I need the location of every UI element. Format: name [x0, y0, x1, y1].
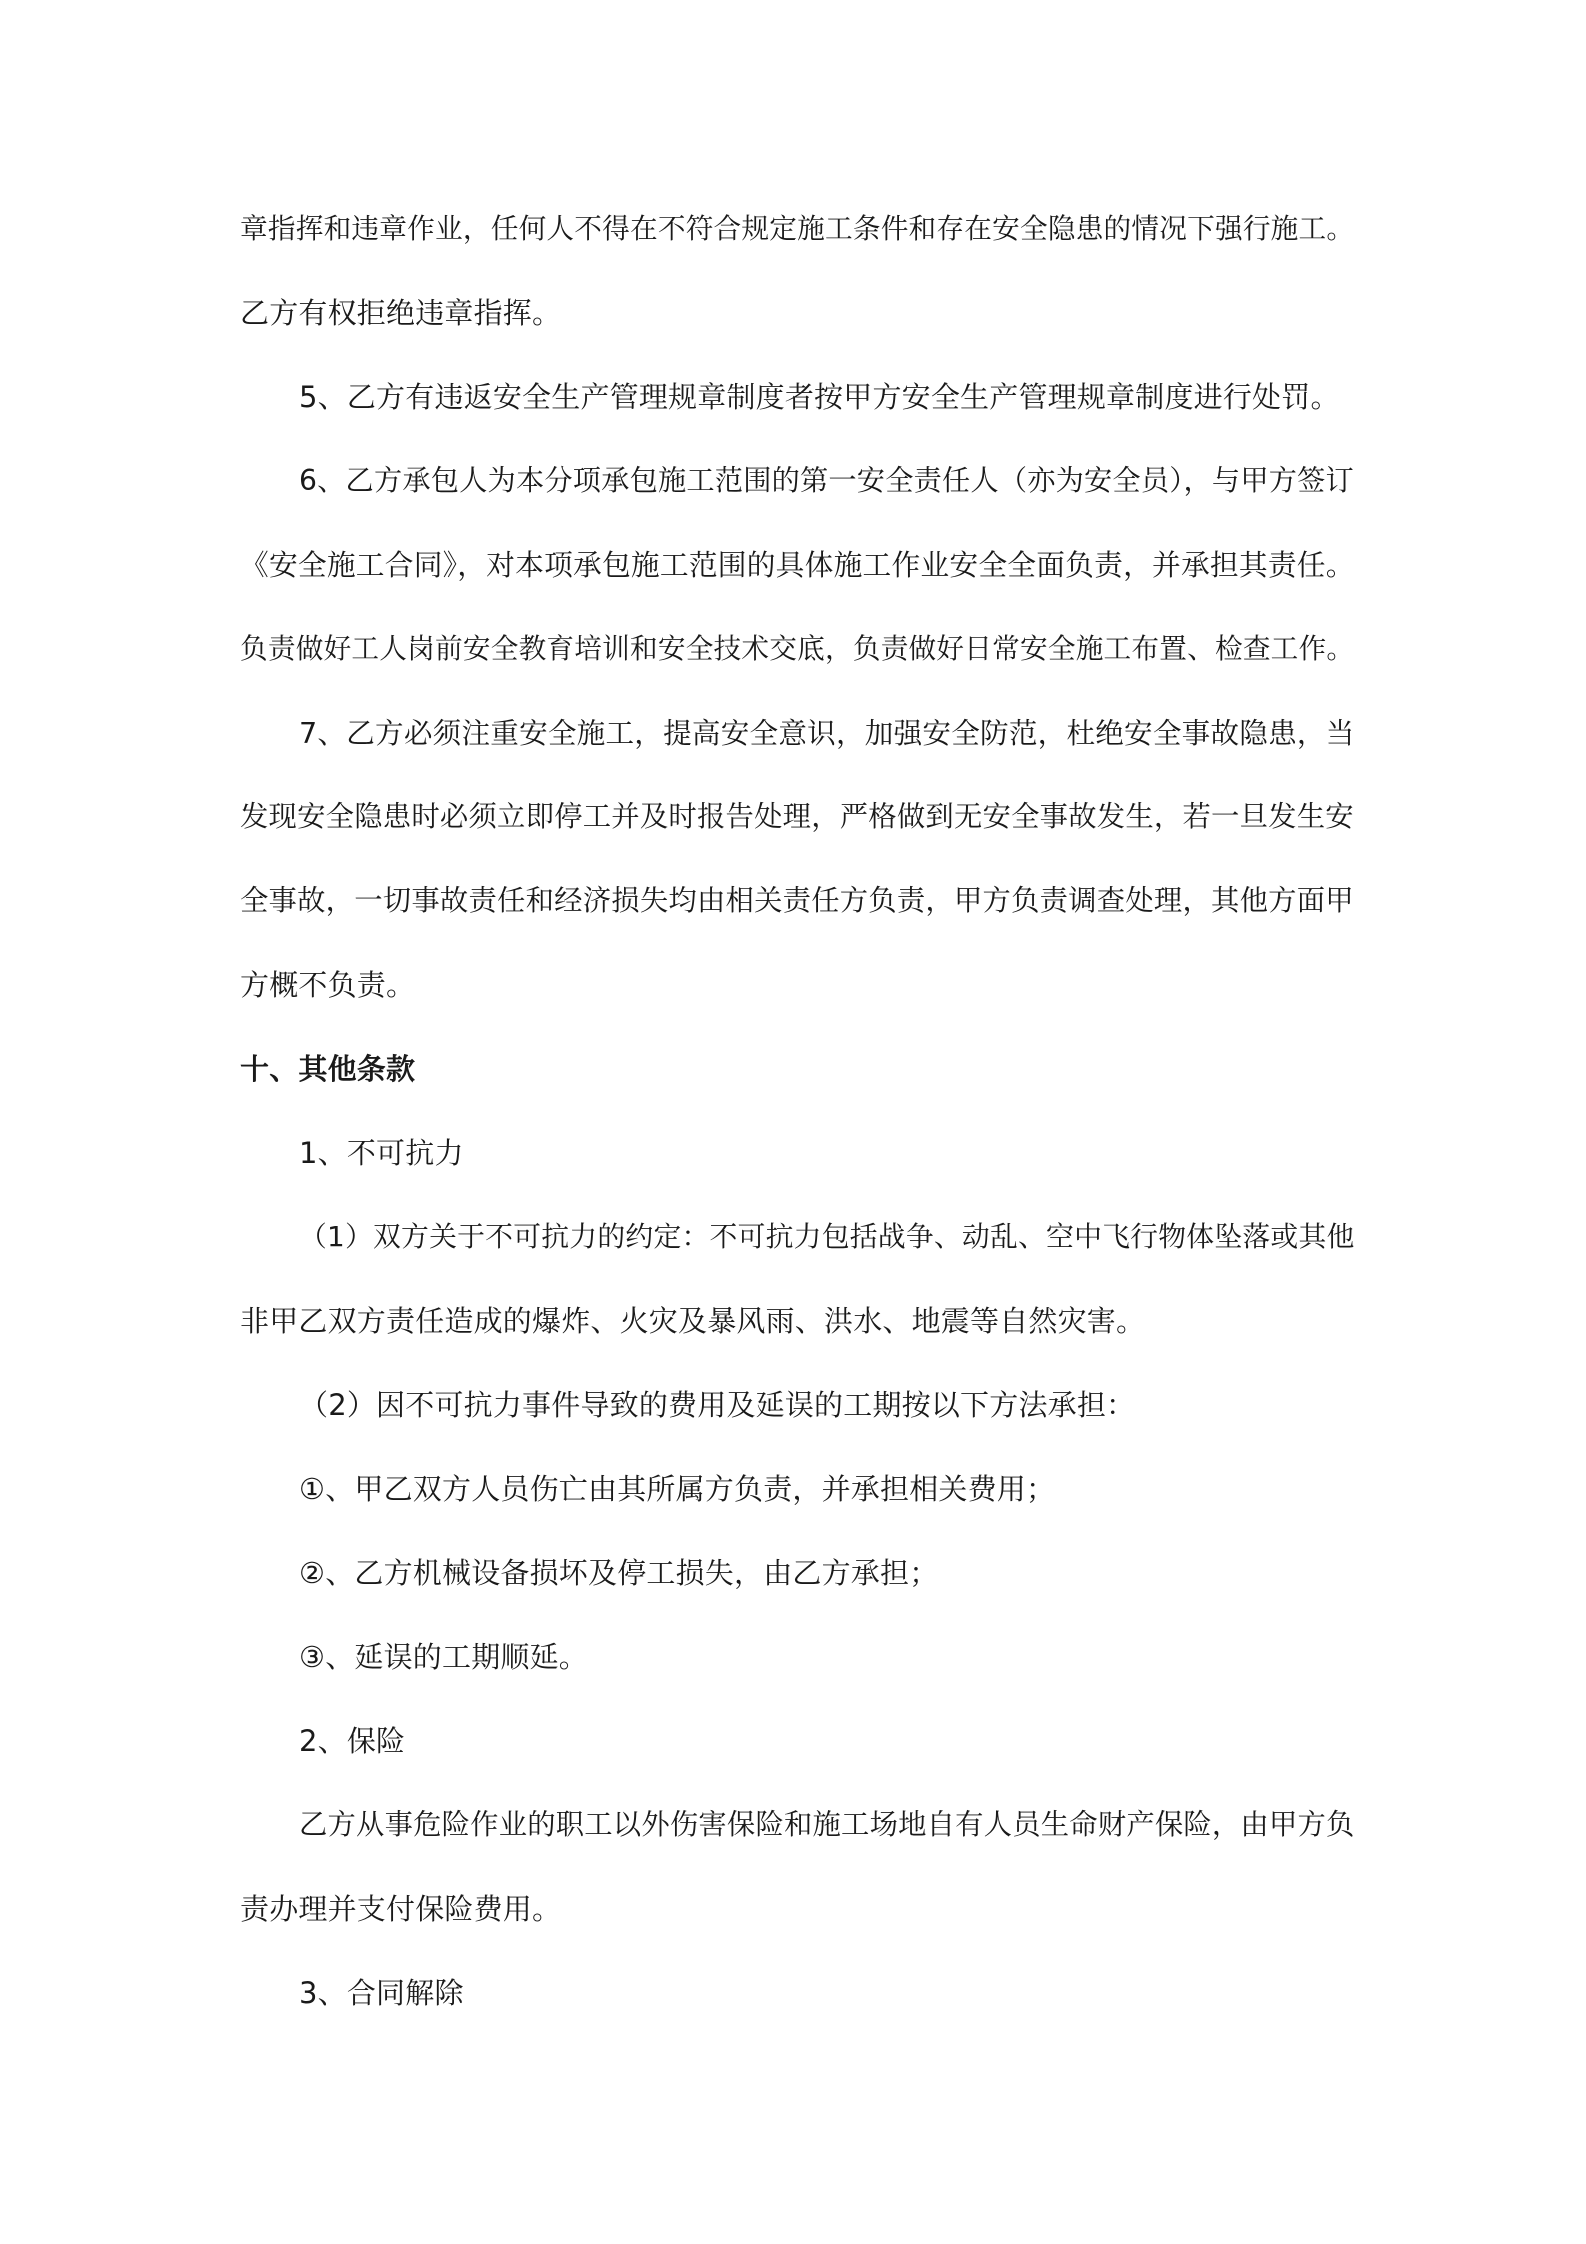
item-1-line: （1）双方关于不可抗力的约定：不可抗力包括战争、动乱、空中飞行物体坠落或其他	[299, 1220, 1355, 1253]
list-item: ①、甲乙双方人员伤亡由其所属方负责，并承担相关费用；	[299, 1472, 1056, 1506]
paragraph-line: 方概不负责。	[240, 968, 416, 1002]
item-2-line: （2）因不可抗力事件导致的费用及延误的工期按以下方法承担：	[299, 1388, 1136, 1422]
insurance-line: 乙方从事危险作业的职工以外伤害保险和施工场地自有人员生命财产保险，由甲方负	[299, 1808, 1355, 1841]
paragraph-line: 章指挥和违章作业，任何人不得在不符合规定施工条件和存在安全隐患的情况下强行施工。	[240, 212, 1355, 245]
subsection-heading: 3、合同解除	[299, 1976, 464, 2010]
paragraph-line: 乙方有权拒绝违章指挥。	[240, 296, 562, 330]
paragraph-line: 责办理并支付保险费用。	[240, 1892, 562, 1926]
clause-5-line: 5、乙方有违返安全生产管理规章制度者按甲方安全生产管理规章制度进行处罚。	[299, 380, 1340, 414]
section-heading: 十、其他条款	[240, 1052, 416, 1086]
paragraph-line: 负责做好工人岗前安全教育培训和安全技术交底，负责做好日常安全施工布置、检查工作。	[240, 632, 1355, 665]
list-item: ②、乙方机械设备损坏及停工损失，由乙方承担；	[299, 1556, 939, 1590]
paragraph-line: 《安全施工合同》，对本项承包施工范围的具体施工作业安全全面负责，并承担其责任。	[240, 548, 1355, 582]
paragraph-line: 全事故，一切事故责任和经济损失均由相关责任方负责，甲方负责调查处理，其他方面甲	[240, 884, 1354, 917]
clause-7-line: 7、乙方必须注重安全施工，提高安全意识，加强安全防范，杜绝安全事故隐患，当	[299, 716, 1355, 750]
list-item: ③、延误的工期顺延。	[299, 1640, 588, 1674]
paragraph-line: 非甲乙双方责任造成的爆炸、火灾及暴风雨、洪水、地震等自然灾害。	[240, 1304, 1146, 1338]
subsection-heading: 2、保险	[299, 1724, 406, 1758]
subsection-heading: 1、不可抗力	[299, 1136, 464, 1170]
paragraph-line: 发现安全隐患时必须立即停工并及时报告处理，严格做到无安全事故发生，若一旦发生安	[240, 800, 1354, 833]
clause-6-line: 6、乙方承包人为本分项承包施工范围的第一安全责任人（亦为安全员），与甲方签订	[299, 464, 1354, 497]
